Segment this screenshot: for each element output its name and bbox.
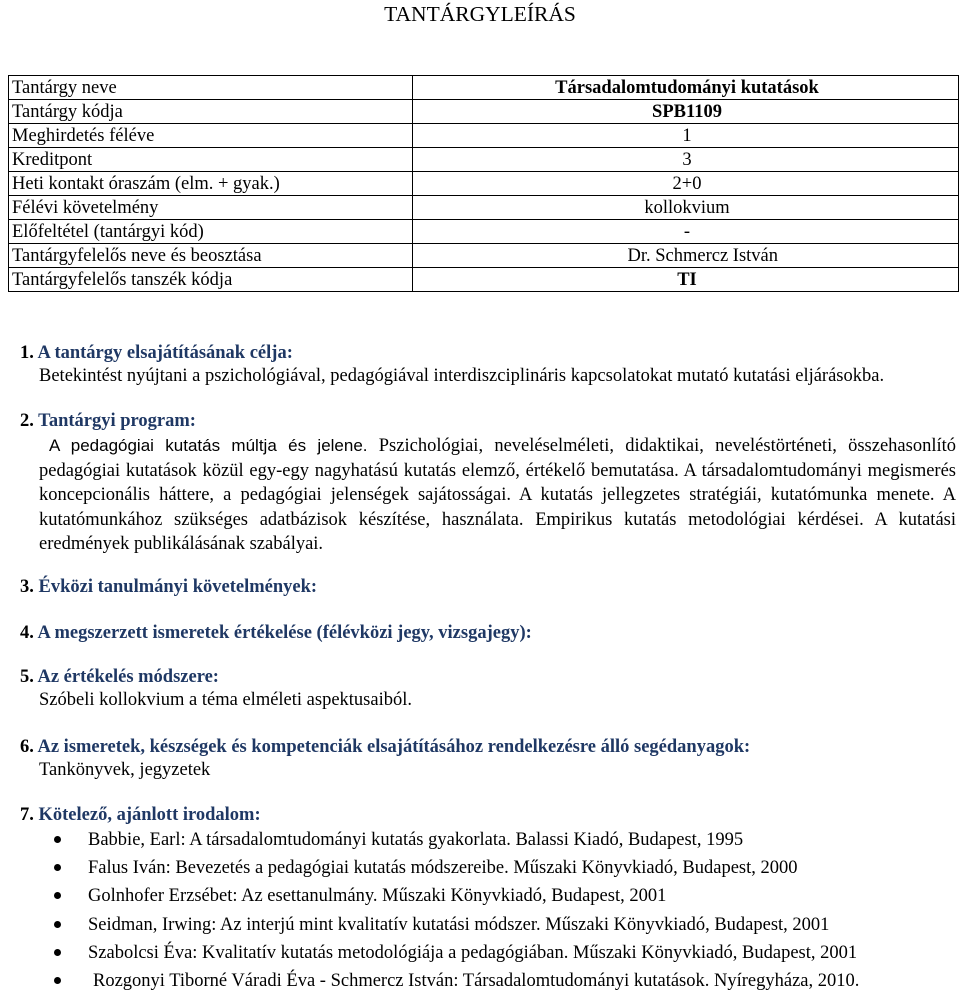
course-info-table: [8, 75, 959, 292]
row-value: Társadalomtudományi kutatások: [413, 76, 959, 100]
table-row: [9, 100, 959, 124]
row-label: Tantárgyfelelős neve és beosztása: [9, 244, 413, 268]
section-text-materials: Tankönyvek, jegyzetek: [39, 760, 211, 780]
section-heading-method: 5. Az értékelés módszere:: [20, 667, 219, 687]
bullet-icon: [54, 836, 61, 843]
row-value: TI: [413, 268, 959, 292]
document-title: TANTÁRGYLEÍRÁS: [384, 2, 576, 26]
row-value: Dr. Schmercz István: [413, 244, 959, 268]
list-item: [0, 940, 960, 968]
section-text-method: Szóbeli kollokvium a téma elméleti aspektusaiból.: [39, 690, 412, 710]
row-value: 2+0: [413, 172, 959, 196]
table-row: [9, 196, 959, 220]
row-value: 1: [413, 124, 959, 148]
bullet-icon: [54, 864, 61, 871]
row-label: Tantárgy neve: [9, 76, 413, 100]
reference-text: Szabolcsi Éva: Kvalitatív kutatás metodológiája a pedagógiában. Műszaki Könyvkiadó, Budapest, 2001: [88, 942, 858, 963]
row-label: Tantárgy kódja: [9, 100, 413, 124]
list-item: [0, 883, 960, 911]
bullet-icon: [54, 921, 61, 928]
program-body: Pszichológiai, neveléselméleti, didaktikai, neveléstörténeti, összehasonlító pedagógiai kutatások közül egy-egy nagyhatású kutatás elemző, értékelő bemutatása. A társadalomtudományi megismerés koncepcionális háttere, a pedagógiai jelenségek sajátosságai. A kutatás jellegzetes stratégiái, kutatómunka menete. A kutatómunkához szükséges adatbázisok készítése, használata. Empirikus kutatás metodológiai kérdései. A kutatási eredmények publikálásának szabályai.: [39, 436, 956, 554]
table-row: [9, 268, 959, 292]
reference-text: Golnhofer Erzsébet: Az esettanulmány. Műszaki Könyvkiadó, Budapest, 2001: [88, 886, 667, 907]
reference-text: Falus Iván: Bevezetés a pedagógiai kutatás módszereibe. Műszaki Könyvkiadó, Budapest, 2000: [88, 858, 798, 879]
table-row: [9, 148, 959, 172]
table-row: [9, 220, 959, 244]
list-item: [0, 855, 960, 883]
section-heading-literature: 7. Kötelező, ajánlott irodalom:: [20, 805, 261, 825]
section-heading-program: 2. Tantárgyi program:: [20, 411, 196, 431]
reference-text: Babbie, Earl: A társadalomtudományi kutatás gyakorlata. Balassi Kiadó, Budapest, 1995: [88, 830, 744, 850]
section-heading-materials: 6. Az ismeretek, készségek és kompetenciák elsajátításához rendelkezésre álló segédanyagok:: [20, 737, 751, 757]
reference-text: Rozgonyi Tiborné Váradi Éva - Schmercz István: Társadalomtudományi kutatások. Nyíregyháza, 2010.: [93, 970, 860, 991]
row-value: SPB1109: [413, 100, 959, 124]
row-value: 3: [413, 148, 959, 172]
row-label: Heti kontakt óraszám (elm. + gyak.): [9, 172, 413, 196]
program-lead: A pedagógiai kutatás múltja és jelene.: [49, 436, 368, 455]
section-heading-requirements: 3. Évközi tanulmányi követelmények:: [20, 577, 318, 597]
row-label: Meghirdetés féléve: [9, 124, 413, 148]
bullet-icon: [54, 892, 61, 899]
table-row: [9, 172, 959, 196]
row-label: Előfeltétel (tantárgyi kód): [9, 220, 413, 244]
bullet-icon: [54, 949, 61, 956]
section-text-goal: Betekintést nyújtani a pszichológiával, pedagógiával interdiszciplináris kapcsolatokat mutató kutatási eljárásokba.: [39, 366, 885, 386]
row-value: kollokvium: [413, 196, 959, 220]
row-label: Kreditpont: [9, 148, 413, 172]
list-item: [0, 912, 960, 940]
row-label: Tantárgyfelelős tanszék kódja: [9, 268, 413, 292]
reference-list: [0, 827, 960, 996]
list-item: [0, 968, 960, 996]
row-value: -: [413, 220, 959, 244]
table-row: [9, 244, 959, 268]
section-text-program: [39, 434, 956, 557]
row-label: Félévi követelmény: [9, 196, 413, 220]
table-row: [9, 76, 959, 100]
section-heading-assessment: 4. A megszerzett ismeretek értékelése (félévközi jegy, vizsgajegy):: [20, 623, 532, 643]
section-heading-goal: 1. A tantárgy elsajátításának célja:: [20, 343, 293, 363]
table-row: [9, 124, 959, 148]
reference-text: Seidman, Irwing: Az interjú mint kvalitatív kutatási módszer. Műszaki Könyvkiadó, Budapest, 2001: [88, 914, 830, 935]
list-item: [0, 827, 960, 855]
